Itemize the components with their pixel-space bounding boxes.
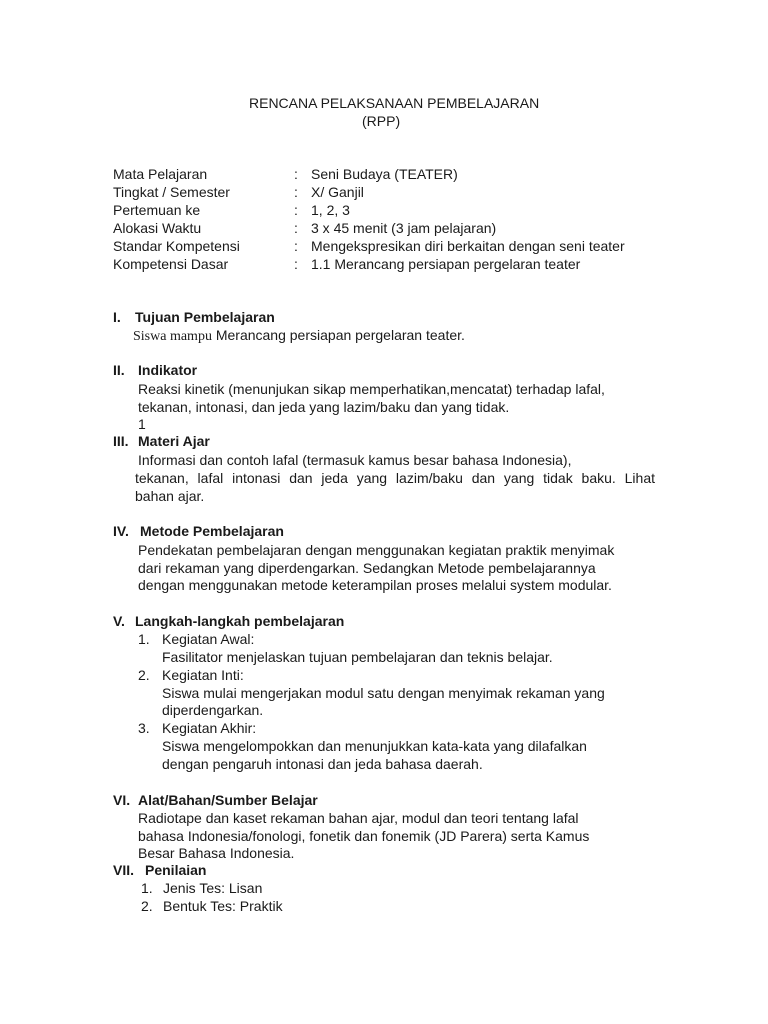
section-heading-materi: Materi Ajar	[138, 433, 210, 449]
section-heading-metode: Metode Pembelajaran	[140, 523, 284, 539]
section-body-lead: Siswa mampu	[133, 329, 212, 344]
identity-value: 3 x 45 menit (3 jam pelajaran)	[311, 220, 497, 236]
list-item-label: Kegiatan Inti:	[162, 667, 244, 683]
identity-label: Alokasi Waktu	[113, 220, 202, 236]
identity-label: Mata Pelajaran	[113, 166, 208, 182]
document-title: RENCANA PELAKSANAAN PEMBELAJARAN	[249, 95, 540, 111]
list-item-text: Jenis Tes: Lisan	[163, 880, 263, 896]
section-body-line: tekanan, intonasi, dan jeda yang lazim/baku dan yang tidak.	[138, 399, 510, 415]
section-heading-langkah: Langkah-langkah pembelajaran	[135, 613, 345, 629]
section-body-rest: Merancang persiapan pergelaran teater.	[211, 327, 465, 343]
identity-colon: :	[294, 256, 298, 272]
section-number: IV.	[113, 523, 129, 539]
identity-colon: :	[294, 184, 298, 200]
list-item-text: Bentuk Tes: Praktik	[163, 898, 283, 914]
list-item-number: 2.	[138, 667, 150, 683]
list-item-label: Kegiatan Awal:	[162, 631, 255, 647]
section-body-line: Reaksi kinetik (menunjukan sikap memperhatikan,mencatat) terhadap lafal,	[138, 381, 605, 397]
identity-colon: :	[294, 202, 298, 218]
section-number: V.	[113, 613, 125, 629]
document-subtitle: (RPP)	[362, 113, 401, 129]
identity-value: 1, 2, 3	[311, 202, 350, 218]
section-number: I.	[113, 309, 121, 325]
section-body-line: dengan menggunakan metode keterampilan proses melalui system modular.	[138, 577, 612, 593]
list-item-body: Siswa mulai mengerjakan modul satu dengan menyimak rekaman yang	[162, 685, 605, 701]
identity-label: Pertemuan ke	[113, 202, 201, 218]
section-heading-alat: Alat/Bahan/Sumber Belajar	[138, 792, 318, 808]
list-item-body: Fasilitator menjelaskan tujuan pembelajaran dan teknis belajar.	[162, 649, 553, 665]
page-number: 1	[138, 416, 146, 432]
list-item-label: Kegiatan Akhir:	[162, 720, 257, 736]
identity-value: Seni Budaya (TEATER)	[311, 166, 458, 182]
section-body-line: Informasi dan contoh lafal (termasuk kamus besar bahasa Indonesia),	[138, 452, 572, 468]
section-heading-penilaian: Penilaian	[145, 862, 207, 878]
identity-label: Kompetensi Dasar	[113, 256, 229, 272]
identity-colon: :	[294, 220, 298, 236]
list-item-body: diperdengarkan.	[162, 702, 264, 718]
section-number: VI.	[113, 792, 131, 808]
identity-value: Mengekspresikan diri berkaitan dengan seni teater	[311, 238, 625, 254]
section-body-line: bahasa Indonesia/fonologi, fonetik dan fonemik (JD Parera) serta Kamus	[138, 828, 590, 844]
list-item-number: 1.	[141, 880, 153, 896]
list-item-body: dengan pengaruh intonasi dan jeda bahasa daerah.	[162, 756, 483, 772]
identity-value: X/ Ganjil	[311, 184, 364, 200]
section-body-line: dari rekaman yang diperdengarkan. Sedangkan Metode pembelajarannya	[138, 560, 596, 576]
list-item-number: 2.	[141, 898, 153, 914]
section-body-line: Radiotape dan kaset rekaman bahan ajar, modul dan teori tentang lafal	[138, 810, 579, 826]
section-body-line	[133, 326, 465, 346]
identity-colon: :	[294, 238, 298, 254]
section-body-line: Pendekatan pembelajaran dengan menggunakan kegiatan praktik menyimak	[138, 542, 615, 558]
section-number: VII.	[113, 862, 135, 878]
section-body-line: bahan ajar.	[135, 488, 205, 504]
section-number: II.	[113, 362, 125, 378]
identity-label: Tingkat / Semester	[113, 184, 230, 200]
identity-colon: :	[294, 166, 298, 182]
section-number: III.	[113, 433, 129, 449]
section-body-line: Besar Bahasa Indonesia.	[138, 845, 295, 861]
identity-value: 1.1 Merancang persiapan pergelaran teater	[311, 256, 581, 272]
section-heading-indikator: Indikator	[138, 362, 198, 378]
list-item-body: Siswa mengelompokkan dan menunjukkan kata-kata yang dilafalkan	[162, 738, 587, 754]
identity-label: Standar Kompetensi	[113, 238, 240, 254]
section-heading-tujuan: Tujuan Pembelajaran	[135, 309, 275, 325]
section-body-line: tekanan, lafal intonasi dan jeda yang lazim/baku dan yang tidak baku. Lihat	[135, 470, 655, 486]
list-item-number: 3.	[138, 720, 150, 736]
list-item-number: 1.	[138, 631, 150, 647]
